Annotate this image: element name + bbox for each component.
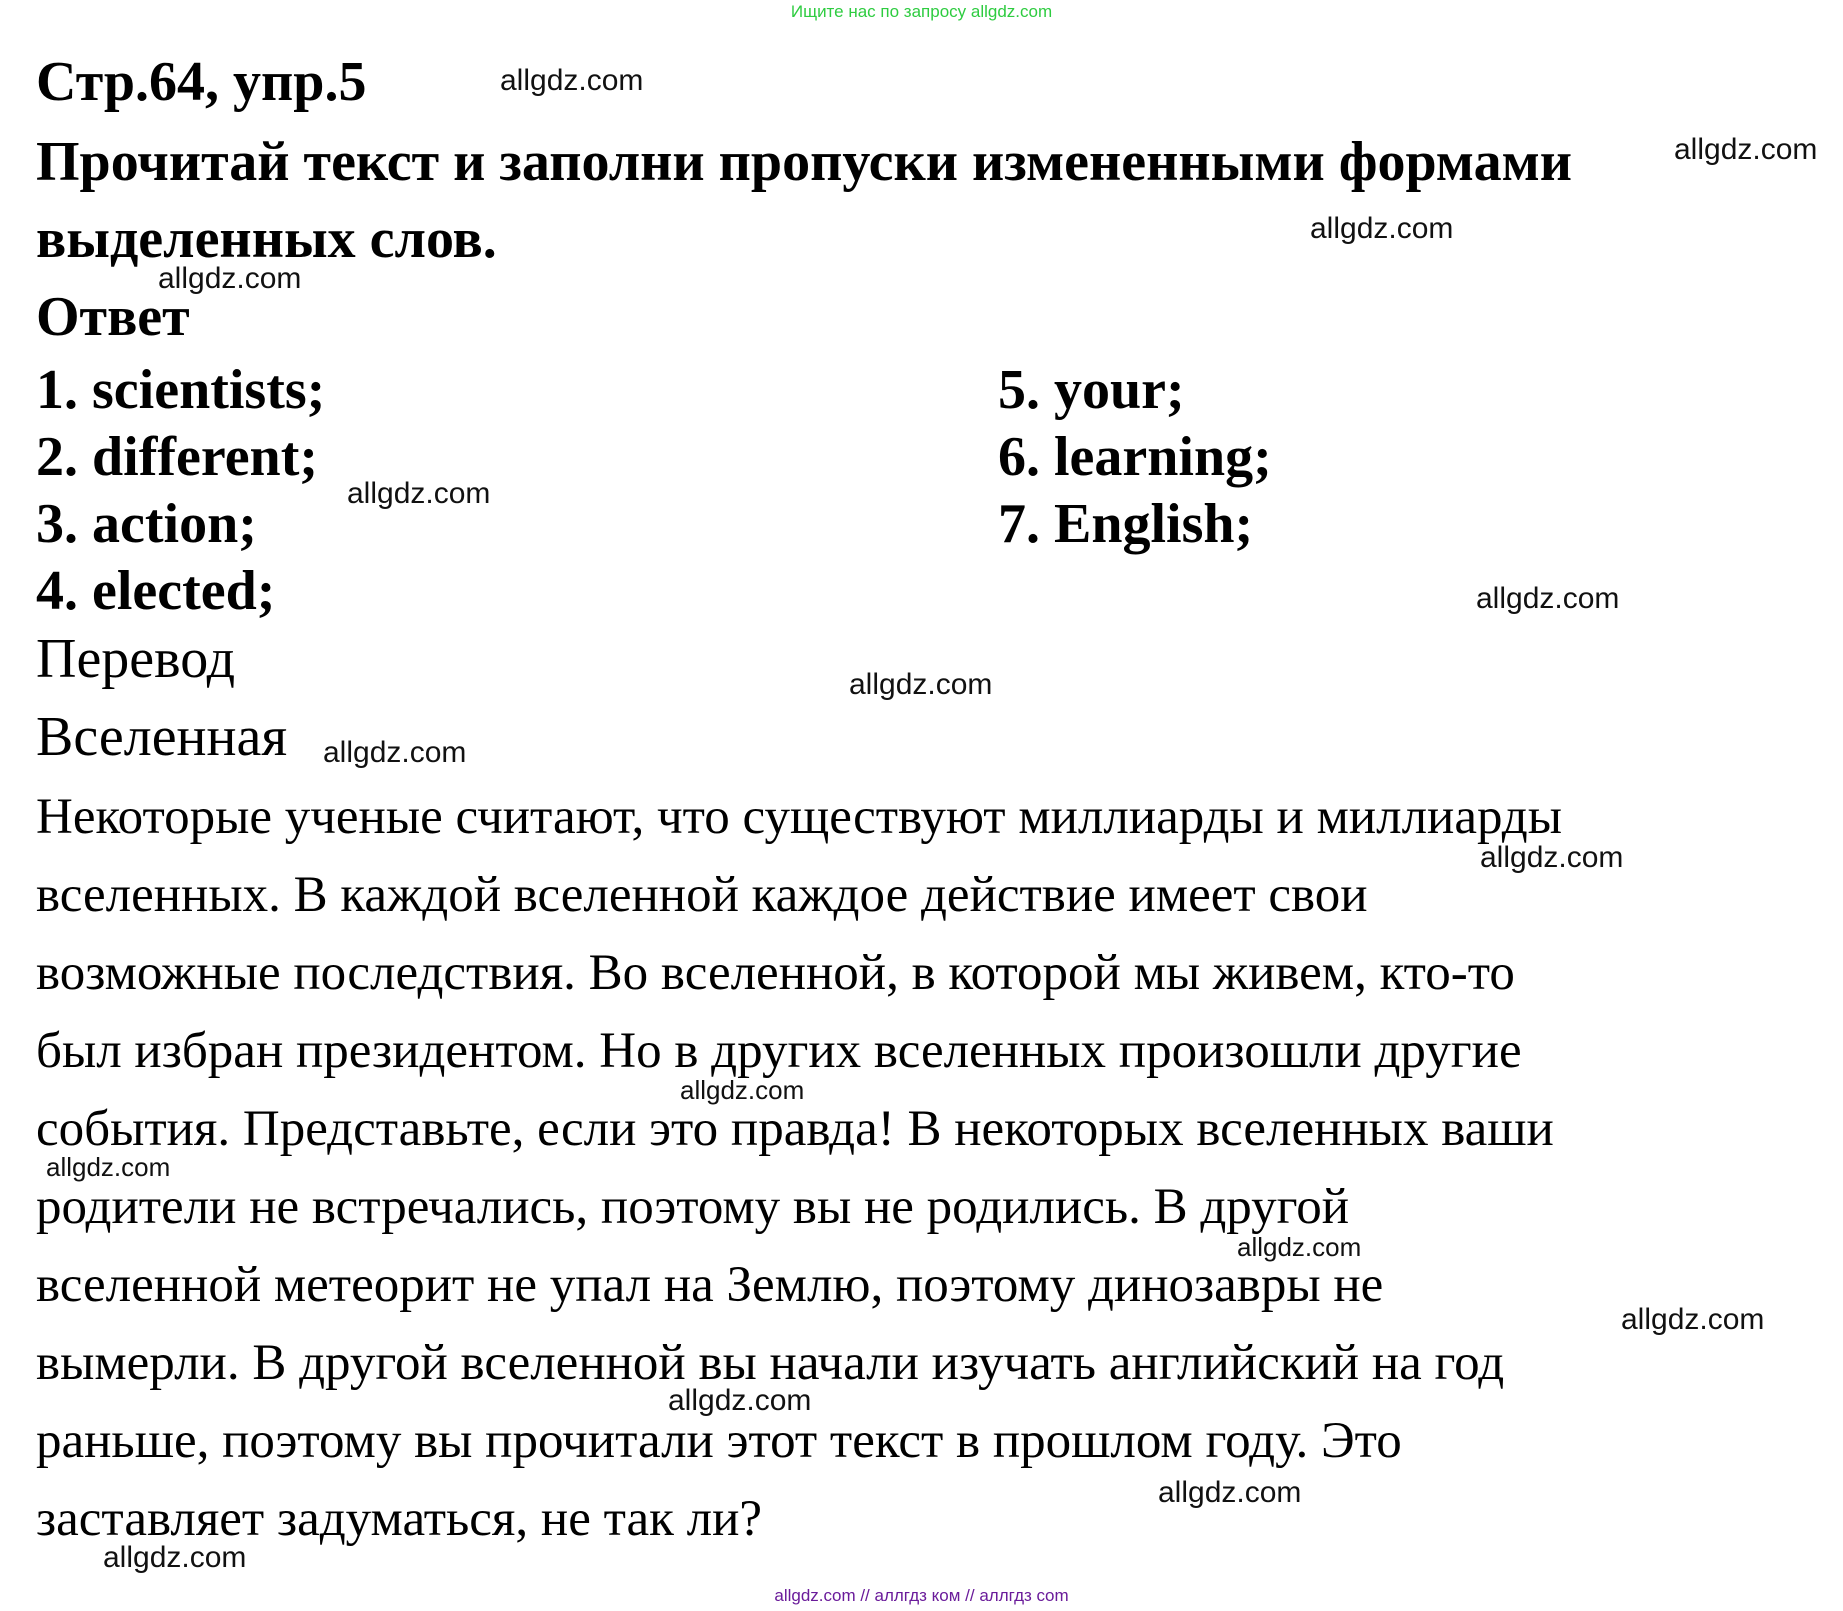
- page-reference: Стр.64, упр.5: [36, 51, 367, 113]
- watermark: allgdz.com: [1237, 1232, 1362, 1262]
- watermark: allgdz.com: [1310, 212, 1454, 245]
- watermark: allgdz.com: [680, 1075, 805, 1105]
- bottom-banner: allgdz.com // аллгдз ком // аллгдз com: [774, 1586, 1069, 1605]
- watermark: allgdz.com: [158, 262, 302, 295]
- translation-line: возможные последствия. Во вселенной, в которой мы живем, кто-то: [36, 945, 1515, 1001]
- answer-label: Ответ: [36, 286, 190, 348]
- task-instruction-line-1: Прочитай текст и заполни пропуски измененными формами: [36, 131, 1572, 193]
- translation-line: заставляет задуматься, не так ли?: [36, 1491, 763, 1547]
- watermark: allgdz.com: [1621, 1303, 1765, 1336]
- watermark: allgdz.com: [347, 477, 491, 510]
- translation-line: вселенных. В каждой вселенной каждое действие имеет свои: [36, 867, 1368, 923]
- translation-title: Вселенная: [36, 706, 288, 768]
- watermark: allgdz.com: [500, 64, 644, 97]
- translation-line: был избран президентом. Но в других вселенных произошли другие: [36, 1023, 1522, 1079]
- answer-item: 7. English;: [998, 493, 1254, 555]
- translation-line: раньше, поэтому вы прочитали этот текст в прошлом году. Это: [36, 1413, 1402, 1469]
- task-instruction-line-2: выделенных слов.: [36, 208, 497, 270]
- translation-line: вымерли. В другой вселенной вы начали изучать английский на год: [36, 1335, 1505, 1391]
- watermark: allgdz.com: [1480, 841, 1624, 874]
- watermark: allgdz.com: [1674, 133, 1818, 166]
- answer-item: 5. your;: [998, 359, 1185, 421]
- top-banner: Ищите нас по запросу allgdz.com: [790, 2, 1053, 21]
- answer-item: 2. different;: [36, 426, 318, 488]
- translation-line: Некоторые ученые считают, что существуют миллиарды и миллиарды: [36, 789, 1563, 845]
- watermark: allgdz.com: [849, 668, 993, 701]
- answer-item: 3. action;: [36, 493, 257, 555]
- answer-item: 1. scientists;: [36, 359, 326, 421]
- answer-item: 4. elected;: [36, 560, 276, 622]
- translation-line: вселенной метеорит не упал на Землю, поэтому динозавры не: [36, 1257, 1384, 1313]
- watermark: allgdz.com: [103, 1541, 247, 1574]
- watermark: allgdz.com: [46, 1152, 171, 1182]
- translation-line: события. Представьте, если это правда! В некоторых вселенных ваши: [36, 1101, 1554, 1157]
- answer-item: 6. learning;: [998, 426, 1272, 488]
- watermark: allgdz.com: [1158, 1476, 1302, 1509]
- watermark: allgdz.com: [668, 1384, 812, 1417]
- watermark: allgdz.com: [1476, 582, 1620, 615]
- watermark: allgdz.com: [323, 736, 467, 769]
- translation-label: Перевод: [36, 628, 236, 690]
- translation-line: родители не встречались, поэтому вы не родились. В другой: [36, 1179, 1350, 1235]
